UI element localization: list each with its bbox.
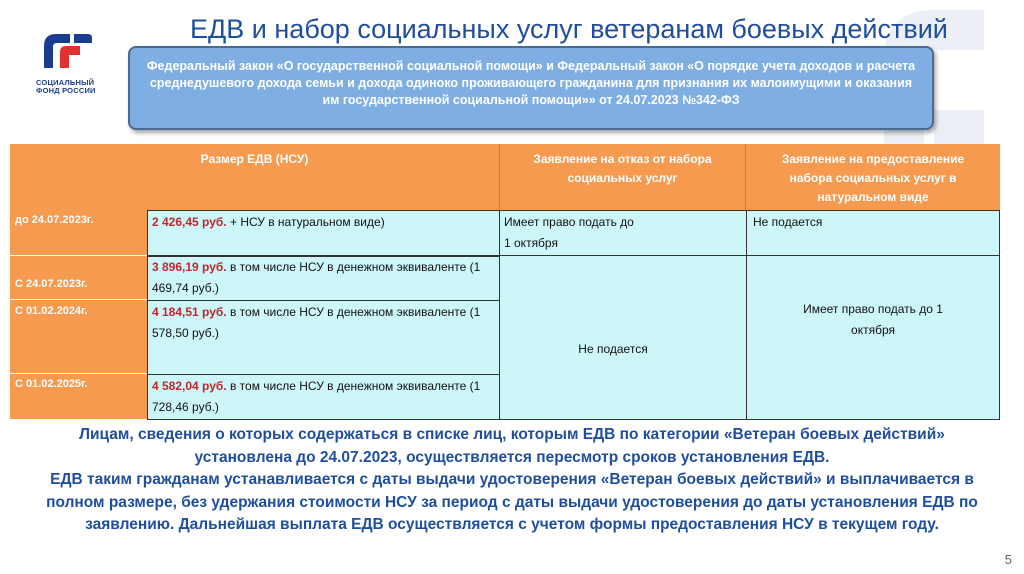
value-cell-4 (147, 374, 500, 420)
explanatory-text (40, 424, 984, 537)
amount-2: 3 896,19 руб. (152, 260, 227, 274)
refusal-first-text: Имеет право подать до 1 октября (504, 215, 634, 250)
date-cell-3: С 01.02.2024г. (10, 300, 148, 374)
refusal-cell-first (499, 210, 747, 256)
provision-cell-first: Не подается (746, 210, 1000, 256)
date-cell-4: С 01.02.2025г. (10, 374, 148, 419)
explanatory-paragraph-2: ЕДВ таким гражданам устанавливается с даты выдачи удостоверения «Ветеран боевых действий» и выплачивается в полном размере, без удержания стоимости НСУ за период с даты выдачи удостоверения до даты установления ЕДВ по заявлению. Дальнейшая выплата ЕДВ осуществляется с учетом формы предоставления НСУ в текущем году. (46, 471, 978, 533)
page-title: ЕДВ и набор социальных услуг ветеранам боевых действий (190, 14, 948, 44)
amount-note-1: + НСУ в натуральном виде) (226, 215, 385, 229)
header-refusal-label: Заявление на отказ от набора социальных услуг (533, 152, 712, 185)
amount-3: 4 184,51 руб. (152, 305, 227, 319)
value-cell-3 (147, 300, 500, 375)
header-provision (746, 144, 1000, 210)
provision-cell-merged (746, 255, 1000, 420)
date-cell-1: до 24.07.2023г. (10, 210, 148, 256)
social-fund-logo (36, 28, 106, 95)
amount-note-3: в том числе НСУ в денежном эквиваленте (1 578,50 руб.) (152, 305, 481, 340)
amount-1: 2 426,45 руб. (152, 215, 227, 229)
page-number: 5 (1004, 552, 1012, 567)
logo-line-1: СОЦИАЛЬНЫЙ (36, 78, 95, 87)
value-cell-1 (147, 210, 500, 256)
header-size: Размер ЕДВ (НСУ) (10, 144, 500, 210)
refusal-cell-merged: Не подается (499, 255, 747, 420)
social-fund-emblem-icon (36, 28, 96, 72)
explanatory-paragraph-1: Лицам, сведения о которых содержаться в списке лиц, которым ЕДВ по категории «Ветеран боевых действий» установлена до 24.07.2023, осуществляется пересмотр сроков установления ЕДВ. (79, 426, 945, 466)
logo-line-2: ФОНД РОССИИ (36, 86, 96, 95)
date-cell-2: С 24.07.2023г. (10, 256, 148, 300)
amount-4: 4 582,04 руб. (152, 379, 227, 393)
header-provision-label: Заявление на предоставление набора социальных услуг в натуральном виде (781, 152, 965, 204)
header-refusal (500, 144, 746, 210)
law-reference-box: Федеральный закон «О государственной социальной помощи» и Федеральный закон «О порядке учета доходов и расчета среднедушевого дохода семьи и дохода одиноко проживающего гражданина для признания их малоимущими и оказания им государственной социальной помощи»» от 24.07.2023 №342-ФЗ (128, 46, 934, 130)
amount-note-2: в том числе НСУ в денежном эквиваленте (1 469,74 руб.) (152, 260, 481, 295)
value-cell-2 (147, 256, 500, 301)
provision-rest-text: Имеет право подать до 1 октября (803, 302, 943, 337)
amount-note-4: в том числе НСУ в денежном эквиваленте (1 728,46 руб.) (152, 379, 481, 414)
